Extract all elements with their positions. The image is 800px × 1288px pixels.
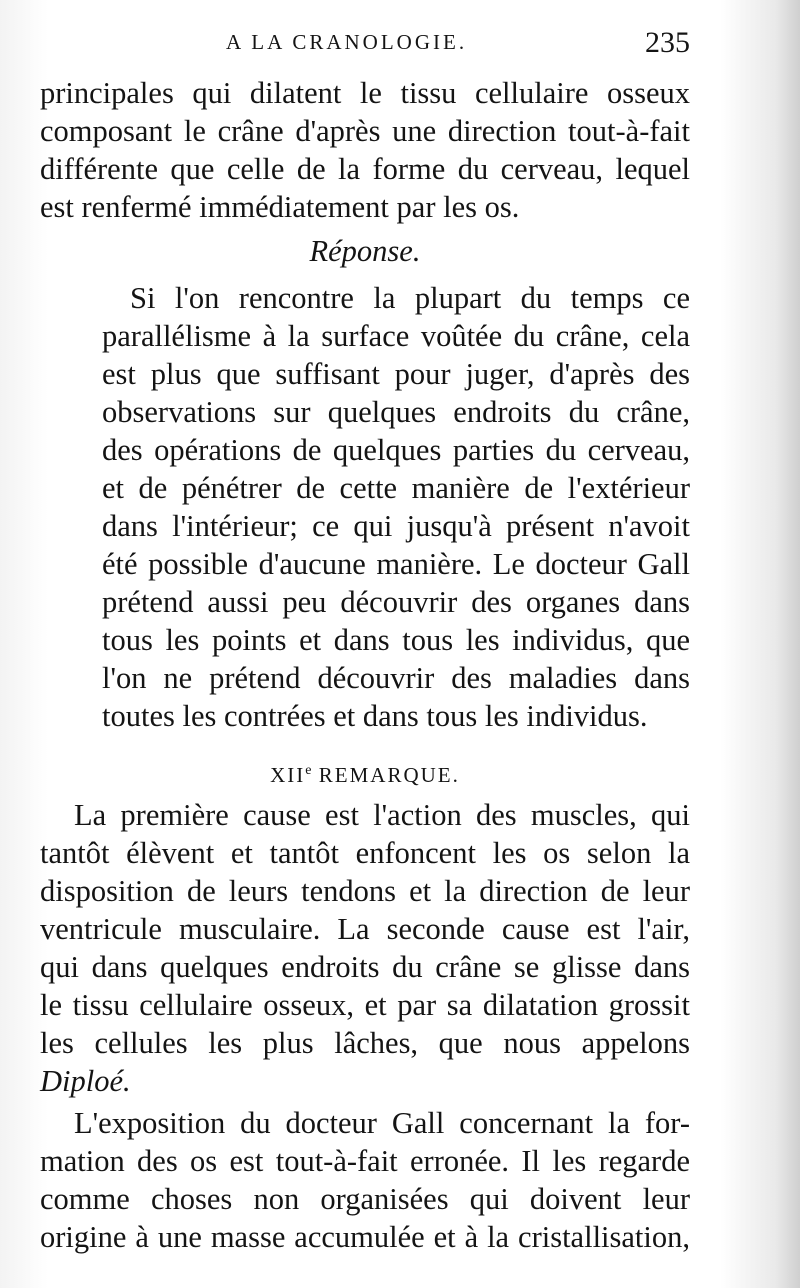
text-line: différente que celle de la forme du cerveau, lequel <box>40 152 690 186</box>
text-line: mation des os est tout-à-fait erronée. Il les regarde <box>40 1144 690 1178</box>
text-line: prétend aussi peu découvrir des organes dans <box>102 585 690 619</box>
text-line: comme choses non organisées qui doivent leur <box>40 1182 690 1216</box>
text-line: principales qui dilatent le tissu cellulaire osseux <box>40 76 690 110</box>
running-head: A LA CRANOLOGIE. <box>226 30 468 54</box>
text-line: toutes les contrées et dans tous les individus. <box>102 699 648 733</box>
text-line: Si l'on rencontre la plupart du temps ce <box>130 281 690 315</box>
remark-heading <box>40 756 690 790</box>
text-line: ventricule musculaire. La seconde cause est l'air, <box>40 912 690 946</box>
text-line: est plus que suffisant pour juger, d'après des <box>102 357 690 391</box>
text-line: le tissu cellulaire osseux, et par sa dilatation grossit <box>40 988 690 1022</box>
text-line: l'on ne prétend découvrir des maladies dans <box>102 661 690 695</box>
text-line: parallélisme à la surface voûtée du crâne, cela <box>102 319 690 353</box>
remark-number: XII <box>270 763 306 787</box>
text-line <box>40 1062 690 1100</box>
text-line: des opérations de quelques parties du cerveau, <box>102 433 690 467</box>
text-line: composant le crâne d'après une direction tout-à-fait <box>40 114 690 148</box>
text-line: été possible d'aucune manière. Le docteur Gall <box>102 547 690 581</box>
page-number: 235 <box>645 26 690 59</box>
response-heading: Réponse. <box>309 234 421 268</box>
text-line: disposition de leurs tendons et la direction de leur <box>40 874 690 908</box>
italic-term: Diploé. <box>40 1064 131 1098</box>
text-line: est renfermé immédiatement par les os. <box>40 190 520 224</box>
text-line: L'exposition du docteur Gall concernant la for- <box>74 1106 690 1140</box>
text-line: tantôt élèvent et tantôt enfoncent les os selon la <box>40 836 690 870</box>
text-line: les cellules les plus lâches, que nous appelons <box>40 1026 690 1060</box>
remark-number-suffix: e <box>305 763 312 778</box>
text-line: qui dans quelques endroits du crâne se glisse dans <box>40 950 690 984</box>
text-line: dans l'intérieur; ce qui jusqu'à présent n'avoit <box>102 509 690 543</box>
text-line: observations sur quelques endroits du crâne, <box>102 395 690 429</box>
text-line: origine à une masse accumulée et à la cristallisation, <box>40 1220 690 1254</box>
remark-word: REMARQUE. <box>318 763 460 787</box>
text-line: et de pénétrer de cette manière de l'extérieur <box>102 471 690 505</box>
page-header <box>40 26 690 62</box>
text-line: tous les points et dans tous les individus, que <box>102 623 690 657</box>
text-line: La première cause est l'action des muscles, qui <box>74 798 690 832</box>
